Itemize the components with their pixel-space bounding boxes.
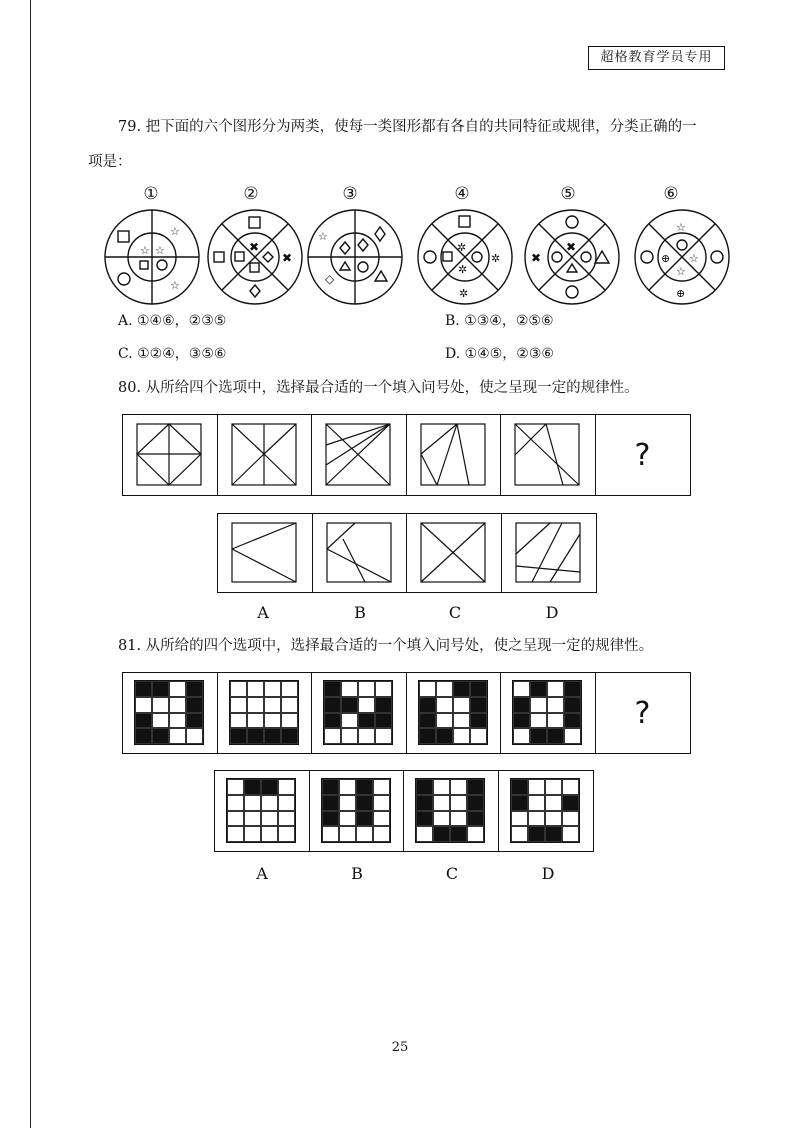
q80-seq-cell-2 — [217, 414, 313, 496]
q81-seq-grid-5-square-14 — [530, 728, 547, 744]
q80-answer-a[interactable] — [217, 513, 313, 593]
q81-seq-grid-5-square-15 — [547, 728, 564, 744]
q81-answer-grid-2-square-2 — [339, 779, 356, 795]
q81-answer-grid-2-square-11 — [356, 811, 373, 827]
q81-seq-grid-1-square-2 — [152, 681, 169, 697]
q81-seq-grid-3-square-11 — [358, 713, 375, 729]
q79-option-b[interactable]: B. ①③④，②⑤⑥ — [445, 313, 554, 329]
q81-seq-grid-5-square-1 — [513, 681, 530, 697]
q80-answer-row — [217, 513, 597, 593]
q81-answer-row — [214, 770, 594, 852]
svg-text:✖: ✖ — [566, 240, 577, 254]
svg-text:☆: ☆ — [155, 244, 165, 257]
q81-answer-grid-1-square-15 — [261, 826, 278, 842]
q81-seq-grid-1-square-13 — [135, 728, 152, 744]
svg-text:☆: ☆ — [170, 279, 180, 292]
q81-seq-cell-2 — [217, 672, 313, 754]
q81-answer-grid-2-square-5 — [322, 795, 339, 811]
q81-answer-grid-4-square-11 — [545, 811, 562, 827]
q81-answer-label-a: A — [256, 864, 268, 883]
q81-answer-grid-1-square-4 — [278, 779, 295, 795]
q81-seq-grid-2 — [229, 680, 299, 745]
q81-answer-grid-1-square-7 — [261, 795, 278, 811]
q81-answer-label-d: D — [541, 864, 555, 883]
q81-answer-grid-3-square-9 — [416, 811, 433, 827]
q81-seq-grid-1 — [134, 680, 204, 745]
q81-seq-grid-4-square-16 — [470, 728, 487, 744]
q81-seq-grid-5-square-5 — [513, 697, 530, 713]
q81-seq-grid-3-square-5 — [324, 697, 341, 713]
q81-seq-grid-2-square-15 — [264, 728, 281, 744]
q81-answer-grid-2-square-7 — [356, 795, 373, 811]
q81-answer-grid-3-square-6 — [433, 795, 450, 811]
q81-answer-grid-1-square-12 — [278, 811, 295, 827]
q81-answer-grid-1-square-8 — [278, 795, 295, 811]
q81-answer-grid-3-square-1 — [416, 779, 433, 795]
q79-text-line1: 79. 把下面的六个图形分为两类，使每一类图形都有各自的共同特征或规律，分类正确的一 — [118, 119, 697, 135]
q81-seq-grid-2-square-9 — [230, 713, 247, 729]
svg-text:✲: ✲ — [457, 241, 467, 254]
q80-text: 80. 从所给四个选项中，选择最合适的一个填入问号处，使之呈现一定的规律性。 — [118, 380, 639, 396]
q81-seq-grid-5-square-10 — [530, 713, 547, 729]
q80-seq-cell-3 — [311, 414, 407, 496]
q81-answer-grid-4 — [510, 778, 580, 843]
q81-answer-grid-3-square-13 — [416, 826, 433, 842]
q81-seq-grid-2-square-6 — [247, 697, 264, 713]
q79-option-a[interactable]: A. ①④⑥，②③⑤ — [118, 313, 227, 329]
q81-seq-grid-3-square-13 — [324, 728, 341, 744]
q81-answer-grid-2-square-14 — [339, 826, 356, 842]
q81-seq-grid-3-square-6 — [341, 697, 358, 713]
q81-seq-grid-2-square-13 — [230, 728, 247, 744]
q81-seq-grid-3-square-16 — [375, 728, 392, 744]
q81-seq-grid-1-square-4 — [186, 681, 203, 697]
q79-figure-3 — [305, 207, 405, 307]
q79-figure-6 — [632, 207, 732, 307]
q81-text: 81. 从所给的四个选项中，选择最合适的一个填入问号处，使之呈现一定的规律性。 — [118, 638, 654, 654]
q81-seq-grid-2-square-12 — [281, 713, 298, 729]
q81-answer-grid-4-square-10 — [528, 811, 545, 827]
q81-seq-grid-5-square-13 — [513, 728, 530, 744]
q81-answer-grid-3-square-14 — [433, 826, 450, 842]
q81-seq-grid-4 — [418, 680, 488, 745]
q81-answer-grid-1-square-3 — [261, 779, 278, 795]
svg-text:⊕: ⊕ — [661, 252, 671, 265]
svg-text:✲: ✲ — [459, 287, 469, 300]
q80-answer-label-b: B — [354, 603, 366, 622]
q81-seq-grid-2-square-7 — [264, 697, 281, 713]
q81-answer-grid-4-square-6 — [528, 795, 545, 811]
q81-seq-grid-1-square-9 — [135, 713, 152, 729]
q81-seq-grid-2-square-4 — [281, 681, 298, 697]
q81-answer-grid-3-square-2 — [433, 779, 450, 795]
q81-answer-grid-1-square-5 — [227, 795, 244, 811]
svg-text:☆: ☆ — [676, 265, 686, 278]
svg-text:✖: ✖ — [282, 251, 293, 265]
q81-seq-grid-2-square-16 — [281, 728, 298, 744]
svg-text:⊕: ⊕ — [676, 287, 686, 300]
q81-seq-grid-4-square-11 — [453, 713, 470, 729]
q81-answer-grid-3-square-10 — [433, 811, 450, 827]
q81-seq-cell-3 — [311, 672, 407, 754]
q81-question-mark: ? — [634, 695, 651, 731]
q80-seq-cell-1 — [122, 414, 218, 496]
q81-seq-grid-1-square-16 — [186, 728, 203, 744]
q79-figure-number-6: ⑥ — [663, 184, 679, 204]
q81-seq-cell-4 — [406, 672, 502, 754]
q81-seq-grid-4-square-5 — [419, 697, 436, 713]
svg-text:✲: ✲ — [458, 263, 468, 276]
q81-answer-grid-1-square-16 — [278, 826, 295, 842]
q81-seq-grid-5-square-7 — [547, 697, 564, 713]
q81-answer-grid-2-square-13 — [322, 826, 339, 842]
q81-seq-grid-2-square-2 — [247, 681, 264, 697]
q81-answer-grid-2-square-15 — [356, 826, 373, 842]
q81-seq-grid-3-square-15 — [358, 728, 375, 744]
q81-answer-grid-1-square-14 — [244, 826, 261, 842]
q79-option-c[interactable]: C. ①②④，③⑤⑥ — [118, 346, 227, 362]
q80-seq-cell-4 — [406, 414, 502, 496]
q81-answer-grid-4-square-9 — [511, 811, 528, 827]
q81-seq-grid-3 — [323, 680, 393, 745]
q81-seq-grid-3-square-7 — [358, 697, 375, 713]
q81-seq-grid-3-square-10 — [341, 713, 358, 729]
q81-answer-grid-3-square-11 — [450, 811, 467, 827]
q81-seq-grid-4-square-12 — [470, 713, 487, 729]
q80-question-mark: ? — [634, 437, 651, 473]
q81-answer-grid-1-square-6 — [244, 795, 261, 811]
q81-answer-grid-2 — [321, 778, 391, 843]
q79-figure-4 — [415, 207, 515, 307]
q81-seq-grid-4-square-14 — [436, 728, 453, 744]
q81-answer-grid-2-square-9 — [322, 811, 339, 827]
q81-seq-grid-1-square-11 — [169, 713, 186, 729]
q79-figure-number-3: ③ — [342, 184, 358, 204]
q81-seq-grid-5-square-8 — [564, 697, 581, 713]
q81-seq-grid-4-square-15 — [453, 728, 470, 744]
binding-margin-line — [30, 0, 31, 1128]
q81-answer-grid-4-square-13 — [511, 826, 528, 842]
q81-answer-grid-1-square-10 — [244, 811, 261, 827]
q81-answer-grid-2-square-4 — [373, 779, 390, 795]
q80-answer-label-a: A — [257, 603, 269, 622]
q81-seq-cell-5 — [500, 672, 596, 754]
q81-answer-grid-4-square-4 — [562, 779, 579, 795]
q81-seq-grid-1-square-14 — [152, 728, 169, 744]
q79-figure-number-4: ④ — [454, 184, 470, 204]
q79-figure-number-1: ① — [143, 184, 159, 204]
q79-option-d[interactable]: D. ①④⑤，②③⑥ — [445, 346, 554, 362]
q81-seq-grid-4-square-3 — [453, 681, 470, 697]
q81-seq-grid-1-square-8 — [186, 697, 203, 713]
q81-answer-label-c: C — [445, 864, 459, 883]
svg-text:✖: ✖ — [531, 251, 542, 265]
q81-seq-grid-1-square-1 — [135, 681, 152, 697]
q81-answer-a[interactable] — [214, 770, 310, 852]
q81-seq-grid-5-square-9 — [513, 713, 530, 729]
q81-answer-grid-2-square-1 — [322, 779, 339, 795]
q81-question-cell — [595, 672, 691, 754]
q81-seq-grid-3-square-1 — [324, 681, 341, 697]
svg-text:✖: ✖ — [249, 240, 260, 254]
q81-seq-grid-5-square-4 — [564, 681, 581, 697]
q81-seq-grid-4-square-4 — [470, 681, 487, 697]
q81-seq-grid-4-square-1 — [419, 681, 436, 697]
q81-seq-grid-4-square-9 — [419, 713, 436, 729]
q81-answer-grid-3-square-4 — [467, 779, 484, 795]
q81-seq-grid-5 — [512, 680, 582, 745]
q81-seq-grid-1-square-10 — [152, 713, 169, 729]
q81-answer-grid-2-square-16 — [373, 826, 390, 842]
q81-answer-grid-2-square-8 — [373, 795, 390, 811]
q81-seq-grid-2-square-11 — [264, 713, 281, 729]
q81-seq-grid-4-square-6 — [436, 697, 453, 713]
q81-answer-grid-1-square-9 — [227, 811, 244, 827]
q81-answer-grid-3 — [415, 778, 485, 843]
q81-answer-grid-4-square-1 — [511, 779, 528, 795]
q81-answer-grid-1-square-11 — [261, 811, 278, 827]
q80-answer-label-d: D — [545, 603, 559, 622]
q81-answer-grid-2-square-6 — [339, 795, 356, 811]
q81-answer-grid-3-square-7 — [450, 795, 467, 811]
q79-figure-number-2: ② — [243, 184, 259, 204]
q79-figure-2 — [205, 207, 305, 307]
q81-seq-grid-2-square-8 — [281, 697, 298, 713]
q81-seq-grid-3-square-2 — [341, 681, 358, 697]
q81-answer-grid-4-square-7 — [545, 795, 562, 811]
q81-seq-grid-1-square-7 — [169, 697, 186, 713]
q80-answer-d[interactable] — [501, 513, 597, 593]
q81-seq-grid-1-square-15 — [169, 728, 186, 744]
q80-answer-label-c: C — [448, 603, 462, 622]
q81-answer-grid-3-square-12 — [467, 811, 484, 827]
q81-seq-grid-4-square-7 — [453, 697, 470, 713]
q81-answer-grid-3-square-5 — [416, 795, 433, 811]
q81-seq-grid-2-square-1 — [230, 681, 247, 697]
q81-seq-grid-3-square-12 — [375, 713, 392, 729]
q81-seq-grid-2-square-5 — [230, 697, 247, 713]
q79-figure-5 — [522, 207, 622, 307]
q81-seq-grid-4-square-10 — [436, 713, 453, 729]
q81-answer-grid-1-square-13 — [227, 826, 244, 842]
q79-figure-number-5: ⑤ — [560, 184, 576, 204]
q81-answer-grid-4-square-2 — [528, 779, 545, 795]
q81-answer-grid-2-square-10 — [339, 811, 356, 827]
q81-answer-d[interactable] — [498, 770, 594, 852]
q81-seq-grid-3-square-4 — [375, 681, 392, 697]
svg-text:☆: ☆ — [170, 225, 180, 238]
svg-text:☆: ☆ — [676, 221, 686, 234]
q81-answer-grid-4-square-5 — [511, 795, 528, 811]
q81-answer-grid-3-square-8 — [467, 795, 484, 811]
q81-sequence — [122, 672, 691, 754]
q80-answer-b[interactable] — [312, 513, 408, 593]
q81-seq-cell-1 — [122, 672, 218, 754]
q81-answer-grid-1-square-1 — [227, 779, 244, 795]
q81-answer-grid-4-square-3 — [545, 779, 562, 795]
q80-answer-c[interactable] — [406, 513, 502, 593]
q81-answer-grid-4-square-16 — [562, 826, 579, 842]
q81-answer-c[interactable] — [403, 770, 499, 852]
q80-question-cell — [595, 414, 691, 496]
q80-sequence — [122, 414, 691, 496]
q81-seq-grid-5-square-3 — [547, 681, 564, 697]
q81-seq-grid-1-square-5 — [135, 697, 152, 713]
q81-seq-grid-1-square-3 — [169, 681, 186, 697]
q81-answer-grid-3-square-15 — [450, 826, 467, 842]
q81-seq-grid-5-square-12 — [564, 713, 581, 729]
svg-text:✲: ✲ — [491, 252, 501, 265]
q81-seq-grid-1-square-12 — [186, 713, 203, 729]
header-label: 超格教育学员专用 — [588, 46, 725, 70]
svg-text:☆: ☆ — [140, 244, 150, 257]
q81-answer-grid-2-square-3 — [356, 779, 373, 795]
q81-seq-grid-4-square-8 — [470, 697, 487, 713]
svg-text:◇: ◇ — [325, 272, 335, 286]
q81-seq-grid-1-square-6 — [152, 697, 169, 713]
q81-answer-grid-4-square-8 — [562, 795, 579, 811]
q81-answer-b[interactable] — [309, 770, 405, 852]
q81-seq-grid-3-square-8 — [375, 697, 392, 713]
q81-seq-grid-5-square-11 — [547, 713, 564, 729]
q81-seq-grid-4-square-13 — [419, 728, 436, 744]
q79-text-line2: 项是： — [88, 154, 132, 170]
q81-seq-grid-5-square-16 — [564, 728, 581, 744]
q81-seq-grid-3-square-9 — [324, 713, 341, 729]
q81-answer-grid-4-square-15 — [545, 826, 562, 842]
q81-answer-grid-3-square-3 — [450, 779, 467, 795]
q81-seq-grid-3-square-14 — [341, 728, 358, 744]
q81-seq-grid-3-square-3 — [358, 681, 375, 697]
q81-seq-grid-2-square-3 — [264, 681, 281, 697]
svg-text:☆: ☆ — [318, 230, 328, 243]
q81-answer-grid-4-square-12 — [562, 811, 579, 827]
q81-seq-grid-2-square-10 — [247, 713, 264, 729]
q81-answer-grid-3-square-16 — [467, 826, 484, 842]
q81-answer-grid-2-square-12 — [373, 811, 390, 827]
q79-figure-1 — [102, 207, 202, 307]
q81-answer-grid-1 — [226, 778, 296, 843]
page-number: 25 — [391, 1040, 409, 1055]
svg-text:☆: ☆ — [689, 252, 699, 265]
q81-seq-grid-5-square-6 — [530, 697, 547, 713]
q81-answer-grid-1-square-2 — [244, 779, 261, 795]
q81-seq-grid-5-square-2 — [530, 681, 547, 697]
q81-seq-grid-2-square-14 — [247, 728, 264, 744]
q81-answer-label-b: B — [351, 864, 363, 883]
q81-answer-grid-4-square-14 — [528, 826, 545, 842]
q80-seq-cell-5 — [500, 414, 596, 496]
q81-seq-grid-4-square-2 — [436, 681, 453, 697]
